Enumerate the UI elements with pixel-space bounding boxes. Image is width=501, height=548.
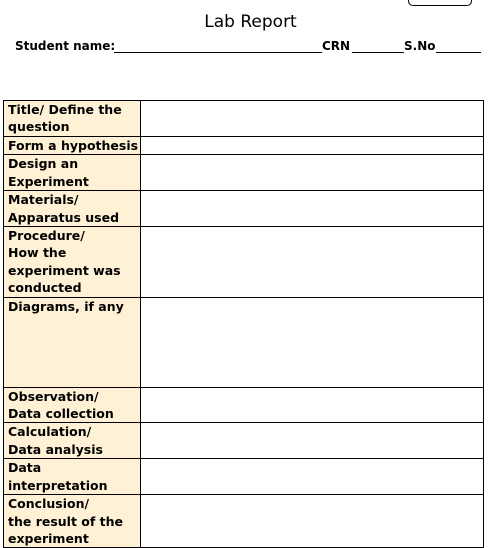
row-entry-calculation[interactable] (141, 423, 484, 459)
corner-box (408, 0, 472, 6)
student-name-field[interactable] (114, 52, 322, 53)
row-label-materials: Materials/ Apparatus used (4, 191, 141, 227)
row-label-procedure: Procedure/ How the experiment was conducted (4, 227, 141, 298)
row-entry-materials[interactable] (141, 191, 484, 227)
row-label-observation: Observation/ Data collection (4, 387, 141, 423)
sno-field[interactable] (436, 52, 481, 53)
row-label-conclusion: Conclusion/ the result of the experiment (4, 495, 141, 548)
row-entry-interpretation[interactable] (141, 459, 484, 495)
row-entry-procedure[interactable] (141, 227, 484, 298)
crn-label: CRN (322, 39, 351, 53)
row-label-hypothesis: Form a hypothesis (4, 137, 141, 155)
page-title: Lab Report (204, 12, 297, 32)
row-entry-observation[interactable] (141, 387, 484, 423)
row-entry-hypothesis[interactable] (141, 137, 484, 155)
row-entry-conclusion[interactable] (141, 495, 484, 548)
row-entry-design[interactable] (141, 155, 484, 191)
sno-label: S.No (404, 39, 436, 53)
row-label-calculation: Calculation/ Data analysis (4, 423, 141, 459)
table-row (4, 137, 484, 155)
table-row (4, 387, 484, 423)
row-label-diagrams: Diagrams, if any (4, 297, 141, 387)
row-entry-title[interactable] (141, 101, 484, 137)
row-entry-diagrams[interactable] (141, 297, 484, 387)
student-info-line (15, 38, 483, 54)
row-label-interpretation: Data interpretation (4, 459, 141, 495)
table-row (4, 155, 484, 191)
table-row (4, 227, 484, 298)
table-row (4, 459, 484, 495)
table-row (4, 495, 484, 548)
table-row (4, 191, 484, 227)
crn-field[interactable] (352, 52, 404, 53)
student-name-label: Student name: (15, 39, 116, 53)
row-label-design: Design an Experiment (4, 155, 141, 191)
table-row (4, 297, 484, 387)
table-row (4, 101, 484, 137)
row-label-title: Title/ Define the question (4, 101, 141, 137)
lab-report-table (3, 100, 484, 548)
table-row (4, 423, 484, 459)
